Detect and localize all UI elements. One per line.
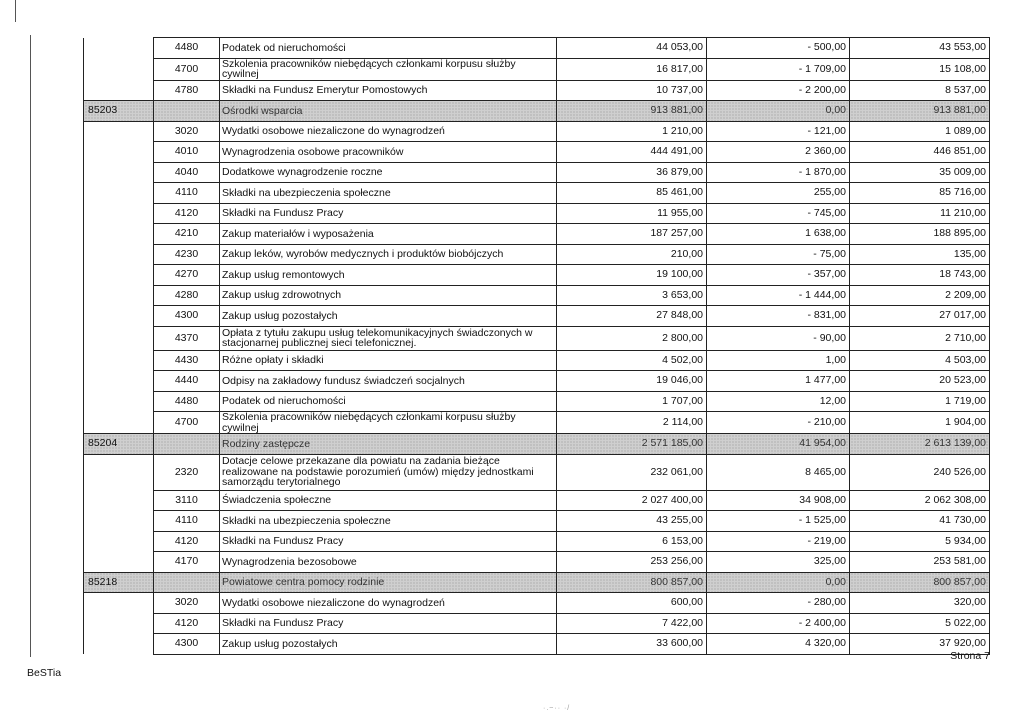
plan-amount-cell: 44 053,00 xyxy=(557,38,707,59)
description-cell: Składki na ubezpieczenia społeczne xyxy=(220,511,557,532)
plan-amount-cell: 2 027 400,00 xyxy=(557,490,707,511)
change-amount-cell: 8 465,00 xyxy=(707,454,850,490)
paragraph-cell: 3020 xyxy=(154,121,220,142)
table-row xyxy=(84,531,990,552)
plan-amount-cell: 33 600,00 xyxy=(557,634,707,655)
change-amount-cell: - 1 709,00 xyxy=(707,58,850,80)
paragraph-cell: 4440 xyxy=(154,371,220,392)
table-row xyxy=(84,371,990,392)
amount-after-change-cell: 2 062 308,00 xyxy=(850,490,990,511)
description-cell: Rodziny zastępcze xyxy=(220,434,557,455)
plan-amount-cell: 210,00 xyxy=(557,244,707,265)
table-row xyxy=(84,183,990,204)
chapter-code-cell xyxy=(84,121,154,142)
amount-after-change-cell: 253 581,00 xyxy=(850,552,990,573)
amount-after-change-cell: 135,00 xyxy=(850,244,990,265)
description-cell: Odpisy na zakładowy fundusz świadczeń socjalnych xyxy=(220,371,557,392)
amount-after-change-cell: 41 730,00 xyxy=(850,511,990,532)
table-row xyxy=(84,224,990,245)
paragraph-cell: 4300 xyxy=(154,634,220,655)
chapter-code-cell xyxy=(84,454,154,490)
amount-after-change-cell: 1 904,00 xyxy=(850,412,990,434)
amount-after-change-cell: 20 523,00 xyxy=(850,371,990,392)
chapter-code-cell xyxy=(84,634,154,655)
amount-after-change-cell: 2 209,00 xyxy=(850,285,990,306)
scan-noise: ·.~·· ·/ xyxy=(543,705,571,712)
amount-after-change-cell: 8 537,00 xyxy=(850,80,990,101)
plan-amount-cell: 2 800,00 xyxy=(557,326,707,350)
plan-amount-cell: 800 857,00 xyxy=(557,572,707,593)
paragraph-cell: 4120 xyxy=(154,203,220,224)
table-row xyxy=(84,350,990,371)
description-cell: Składki na Fundusz Pracy xyxy=(220,203,557,224)
description-cell: Składki na Fundusz Emerytur Pomostowych xyxy=(220,80,557,101)
chapter-code-cell: 85203 xyxy=(84,101,154,122)
plan-amount-cell: 85 461,00 xyxy=(557,183,707,204)
chapter-code-cell xyxy=(84,490,154,511)
change-amount-cell: 1,00 xyxy=(707,350,850,371)
change-amount-cell: - 210,00 xyxy=(707,412,850,434)
plan-amount-cell: 3 653,00 xyxy=(557,285,707,306)
chapter-code-cell xyxy=(84,593,154,614)
amount-after-change-cell: 913 881,00 xyxy=(850,101,990,122)
paragraph-cell xyxy=(154,572,220,593)
plan-amount-cell: 43 255,00 xyxy=(557,511,707,532)
paragraph-cell: 2320 xyxy=(154,454,220,490)
plan-amount-cell: 187 257,00 xyxy=(557,224,707,245)
change-amount-cell: 1 477,00 xyxy=(707,371,850,392)
chapter-code-cell xyxy=(84,306,154,327)
chapter-row xyxy=(84,101,990,122)
paragraph-cell: 4270 xyxy=(154,265,220,286)
table-row xyxy=(84,121,990,142)
chapter-code-cell xyxy=(84,142,154,163)
plan-amount-cell: 19 046,00 xyxy=(557,371,707,392)
change-amount-cell: 255,00 xyxy=(707,183,850,204)
paragraph-cell: 4370 xyxy=(154,326,220,350)
chapter-code-cell xyxy=(84,350,154,371)
paragraph-cell: 4170 xyxy=(154,552,220,573)
plan-amount-cell: 444 491,00 xyxy=(557,142,707,163)
change-amount-cell: 2 360,00 xyxy=(707,142,850,163)
paragraph-cell: 4780 xyxy=(154,80,220,101)
description-cell: Świadczenia społeczne xyxy=(220,490,557,511)
table-row xyxy=(84,511,990,532)
description-cell: Opłata z tytułu zakupu usług telekomunikacyjnych świadczonych w stacjonarnej publicznej sieci telefonicznej. xyxy=(220,326,557,350)
chapter-code-cell xyxy=(84,391,154,412)
chapter-code-cell xyxy=(84,552,154,573)
paragraph-cell: 4700 xyxy=(154,412,220,434)
change-amount-cell: 41 954,00 xyxy=(707,434,850,455)
amount-after-change-cell: 188 895,00 xyxy=(850,224,990,245)
chapter-code-cell xyxy=(84,162,154,183)
paragraph-cell: 4280 xyxy=(154,285,220,306)
paragraph-cell: 4300 xyxy=(154,306,220,327)
table-row xyxy=(84,162,990,183)
paragraph-cell: 4110 xyxy=(154,183,220,204)
page-number: Strona 7 xyxy=(950,650,990,662)
plan-amount-cell: 1 210,00 xyxy=(557,121,707,142)
paragraph-cell: 4040 xyxy=(154,162,220,183)
table-row xyxy=(84,80,990,101)
change-amount-cell: 325,00 xyxy=(707,552,850,573)
amount-after-change-cell: 15 108,00 xyxy=(850,58,990,80)
plan-amount-cell: 10 737,00 xyxy=(557,80,707,101)
change-amount-cell: - 1 870,00 xyxy=(707,162,850,183)
chapter-code-cell xyxy=(84,285,154,306)
paragraph-cell: 4230 xyxy=(154,244,220,265)
chapter-code-cell xyxy=(84,613,154,634)
amount-after-change-cell: 1 719,00 xyxy=(850,391,990,412)
change-amount-cell: - 2 400,00 xyxy=(707,613,850,634)
amount-after-change-cell: 43 553,00 xyxy=(850,38,990,59)
description-cell: Różne opłaty i składki xyxy=(220,350,557,371)
change-amount-cell: - 831,00 xyxy=(707,306,850,327)
description-cell: Składki na ubezpieczenia społeczne xyxy=(220,183,557,204)
plan-amount-cell: 2 114,00 xyxy=(557,412,707,434)
amount-after-change-cell: 85 716,00 xyxy=(850,183,990,204)
amount-after-change-cell: 2 613 139,00 xyxy=(850,434,990,455)
description-cell: Zakup usług pozostałych xyxy=(220,634,557,655)
amount-after-change-cell: 2 710,00 xyxy=(850,326,990,350)
chapter-code-cell xyxy=(84,511,154,532)
budget-changes-table xyxy=(83,37,990,655)
change-amount-cell: 34 908,00 xyxy=(707,490,850,511)
plan-amount-cell: 1 707,00 xyxy=(557,391,707,412)
table-row xyxy=(84,142,990,163)
description-cell: Ośrodki wsparcia xyxy=(220,101,557,122)
plan-amount-cell: 16 817,00 xyxy=(557,58,707,80)
change-amount-cell: - 500,00 xyxy=(707,38,850,59)
plan-amount-cell: 232 061,00 xyxy=(557,454,707,490)
paragraph-cell: 4480 xyxy=(154,391,220,412)
change-amount-cell: - 357,00 xyxy=(707,265,850,286)
table-body xyxy=(84,38,990,655)
paragraph-cell: 3110 xyxy=(154,490,220,511)
amount-after-change-cell: 800 857,00 xyxy=(850,572,990,593)
amount-after-change-cell: 4 503,00 xyxy=(850,350,990,371)
amount-after-change-cell: 320,00 xyxy=(850,593,990,614)
paragraph-cell: 4120 xyxy=(154,531,220,552)
change-amount-cell: 12,00 xyxy=(707,391,850,412)
amount-after-change-cell: 5 934,00 xyxy=(850,531,990,552)
chapter-code-cell xyxy=(84,58,154,80)
chapter-code-cell xyxy=(84,265,154,286)
paragraph-cell: 4120 xyxy=(154,613,220,634)
change-amount-cell: 4 320,00 xyxy=(707,634,850,655)
table-row xyxy=(84,593,990,614)
chapter-code-cell xyxy=(84,244,154,265)
chapter-code-cell xyxy=(84,371,154,392)
change-amount-cell: 0,00 xyxy=(707,101,850,122)
description-cell: Dotacje celowe przekazane dla powiatu na zadania bieżące realizowane na podstawie porozumień (umów) między jednostkami samorządu terytorialnego xyxy=(220,454,557,490)
amount-after-change-cell: 35 009,00 xyxy=(850,162,990,183)
table-row xyxy=(84,38,990,59)
description-cell: Składki na Fundusz Pracy xyxy=(220,531,557,552)
paragraph-cell: 4480 xyxy=(154,38,220,59)
description-cell: Zakup usług zdrowotnych xyxy=(220,285,557,306)
amount-after-change-cell: 11 210,00 xyxy=(850,203,990,224)
plan-amount-cell: 11 955,00 xyxy=(557,203,707,224)
chapter-code-cell xyxy=(84,224,154,245)
description-cell: Podatek od nieruchomości xyxy=(220,38,557,59)
table-row xyxy=(84,285,990,306)
chapter-row xyxy=(84,434,990,455)
description-cell: Szkolenia pracowników niebędących członkami korpusu służby cywilnej xyxy=(220,412,557,434)
description-cell: Wydatki osobowe niezaliczone do wynagrodzeń xyxy=(220,593,557,614)
paragraph-cell: 4210 xyxy=(154,224,220,245)
footer-brand: BeSTia xyxy=(27,667,62,679)
amount-after-change-cell: 240 526,00 xyxy=(850,454,990,490)
description-cell: Zakup usług pozostałych xyxy=(220,306,557,327)
change-amount-cell: - 1 444,00 xyxy=(707,285,850,306)
description-cell: Podatek od nieruchomości xyxy=(220,391,557,412)
table-row xyxy=(84,613,990,634)
plan-amount-cell: 19 100,00 xyxy=(557,265,707,286)
plan-amount-cell: 4 502,00 xyxy=(557,350,707,371)
change-amount-cell: 0,00 xyxy=(707,572,850,593)
amount-after-change-cell: 446 851,00 xyxy=(850,142,990,163)
table-row xyxy=(84,244,990,265)
table-row xyxy=(84,454,990,490)
plan-amount-cell: 36 879,00 xyxy=(557,162,707,183)
description-cell: Zakup usług remontowych xyxy=(220,265,557,286)
plan-amount-cell: 600,00 xyxy=(557,593,707,614)
table-row xyxy=(84,552,990,573)
amount-after-change-cell: 18 743,00 xyxy=(850,265,990,286)
chapter-code-cell: 85218 xyxy=(84,572,154,593)
chapter-code-cell: 85204 xyxy=(84,434,154,455)
plan-amount-cell: 7 422,00 xyxy=(557,613,707,634)
table-row xyxy=(84,634,990,655)
plan-amount-cell: 6 153,00 xyxy=(557,531,707,552)
paragraph-cell xyxy=(154,101,220,122)
description-cell: Zakup materiałów i wyposażenia xyxy=(220,224,557,245)
page-binding-line xyxy=(30,35,31,657)
table-row xyxy=(84,58,990,80)
chapter-code-cell xyxy=(84,326,154,350)
scan-mark-left xyxy=(15,0,16,22)
description-cell: Wynagrodzenia osobowe pracowników xyxy=(220,142,557,163)
description-cell: Wynagrodzenia bezosobowe xyxy=(220,552,557,573)
plan-amount-cell: 27 848,00 xyxy=(557,306,707,327)
description-cell: Szkolenia pracowników niebędących członkami korpusu służby cywilnej xyxy=(220,58,557,80)
paragraph-cell: 4110 xyxy=(154,511,220,532)
description-cell: Składki na Fundusz Pracy xyxy=(220,613,557,634)
table-row xyxy=(84,391,990,412)
chapter-code-cell xyxy=(84,531,154,552)
change-amount-cell: - 219,00 xyxy=(707,531,850,552)
change-amount-cell: - 121,00 xyxy=(707,121,850,142)
table-row xyxy=(84,412,990,434)
change-amount-cell: - 745,00 xyxy=(707,203,850,224)
plan-amount-cell: 253 256,00 xyxy=(557,552,707,573)
amount-after-change-cell: 5 022,00 xyxy=(850,613,990,634)
plan-amount-cell: 2 571 185,00 xyxy=(557,434,707,455)
table-row xyxy=(84,306,990,327)
table-row xyxy=(84,326,990,350)
change-amount-cell: - 90,00 xyxy=(707,326,850,350)
amount-after-change-cell: 1 089,00 xyxy=(850,121,990,142)
paragraph-cell: 4430 xyxy=(154,350,220,371)
paragraph-cell xyxy=(154,434,220,455)
change-amount-cell: - 75,00 xyxy=(707,244,850,265)
plan-amount-cell: 913 881,00 xyxy=(557,101,707,122)
description-cell: Zakup leków, wyrobów medycznych i produktów biobójczych xyxy=(220,244,557,265)
amount-after-change-cell: 27 017,00 xyxy=(850,306,990,327)
change-amount-cell: - 280,00 xyxy=(707,593,850,614)
change-amount-cell: 1 638,00 xyxy=(707,224,850,245)
description-cell: Dodatkowe wynagrodzenie roczne xyxy=(220,162,557,183)
paragraph-cell: 3020 xyxy=(154,593,220,614)
chapter-code-cell xyxy=(84,38,154,59)
chapter-code-cell xyxy=(84,203,154,224)
description-cell: Powiatowe centra pomocy rodzinie xyxy=(220,572,557,593)
change-amount-cell: - 1 525,00 xyxy=(707,511,850,532)
paragraph-cell: 4700 xyxy=(154,58,220,80)
table-row xyxy=(84,203,990,224)
change-amount-cell: - 2 200,00 xyxy=(707,80,850,101)
chapter-code-cell xyxy=(84,412,154,434)
chapter-row xyxy=(84,572,990,593)
description-cell: Wydatki osobowe niezaliczone do wynagrodzeń xyxy=(220,121,557,142)
chapter-code-cell xyxy=(84,80,154,101)
paragraph-cell: 4010 xyxy=(154,142,220,163)
amount-after-change-cell: 37 920,00 xyxy=(850,634,990,655)
table-row xyxy=(84,490,990,511)
chapter-code-cell xyxy=(84,183,154,204)
table-row xyxy=(84,265,990,286)
